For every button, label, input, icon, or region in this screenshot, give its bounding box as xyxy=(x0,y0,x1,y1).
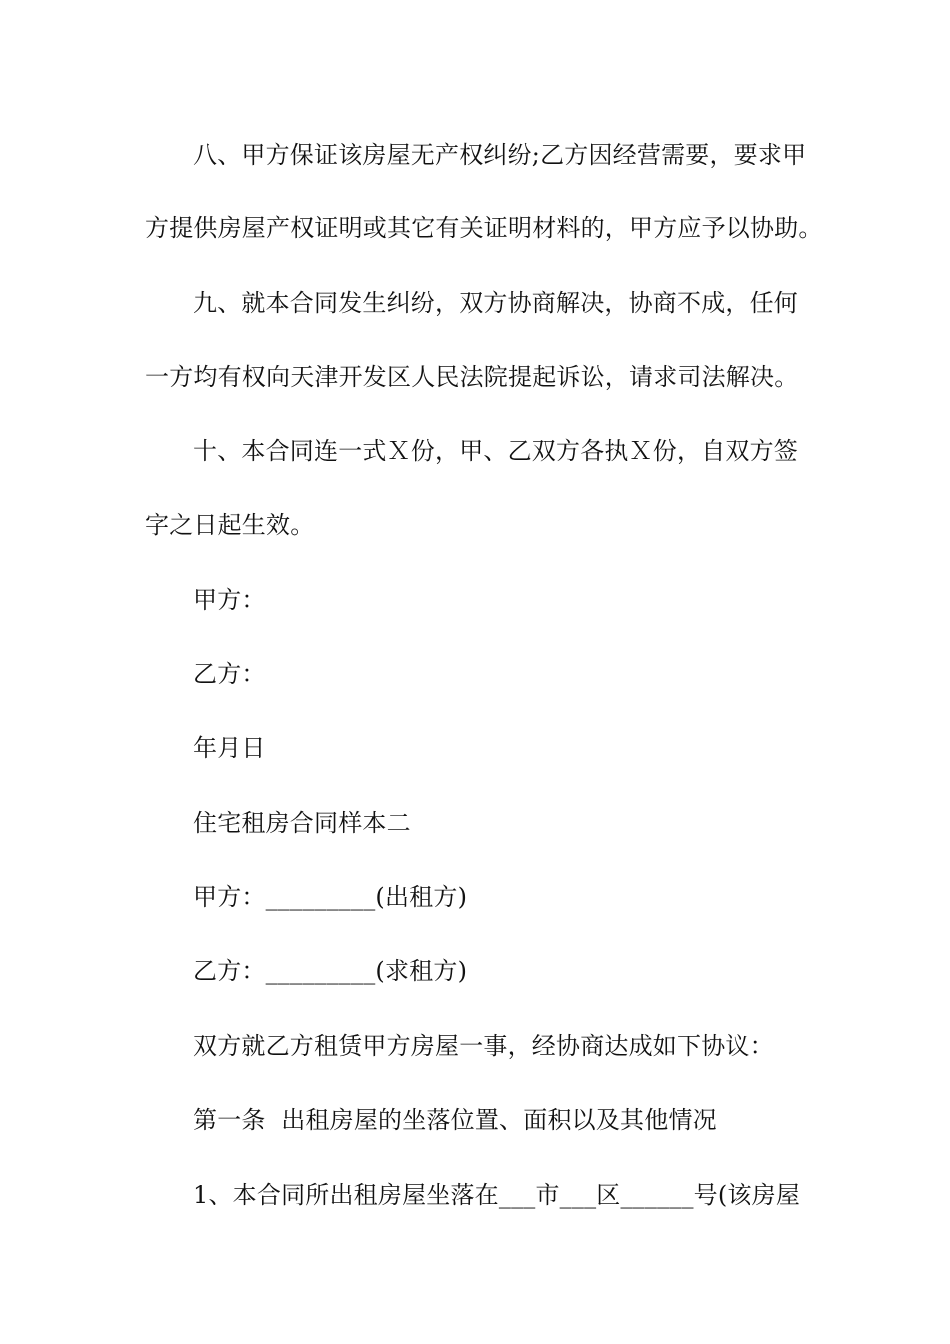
sample-title: 住宅租房合同样本二 xyxy=(193,809,411,837)
clause-10-line-1: 十、本合同连一式Ｘ份，甲、乙双方各执Ｘ份，自双方签 xyxy=(193,437,798,465)
agreement-intro: 双方就乙方租赁甲方房屋一事，经协商达成如下协议： xyxy=(193,1032,774,1060)
party-b-signature-label: 乙方： xyxy=(193,660,266,688)
article-1-heading: 第一条 出租房屋的坐落位置、面积以及其他情况 xyxy=(193,1106,717,1134)
clause-9-line-1: 九、就本合同发生纠纷，双方协商解决，协商不成，任何 xyxy=(193,289,798,317)
party-a-signature-label: 甲方： xyxy=(193,586,266,614)
clause-8-line-1: 八、甲方保证该房屋无产权纠纷;乙方因经营需要，要求甲 xyxy=(193,141,807,169)
clause-8-line-2: 方提供房屋产权证明或其它有关证明材料的，甲方应予以协助。 xyxy=(145,214,823,242)
article-1-item-1: 1、本合同所出租房屋坐落在___市___区______号(该房屋 xyxy=(193,1181,801,1209)
party-b-lessee-line: 乙方：_________(求租方) xyxy=(193,957,468,985)
date-label: 年月日 xyxy=(193,734,266,762)
clause-9-line-2: 一方均有权向天津开发区人民法院提起诉讼，请求司法解决。 xyxy=(145,363,799,391)
clause-10-line-2: 字之日起生效。 xyxy=(145,511,315,539)
party-a-lessor-line: 甲方：_________(出租方) xyxy=(193,883,468,911)
